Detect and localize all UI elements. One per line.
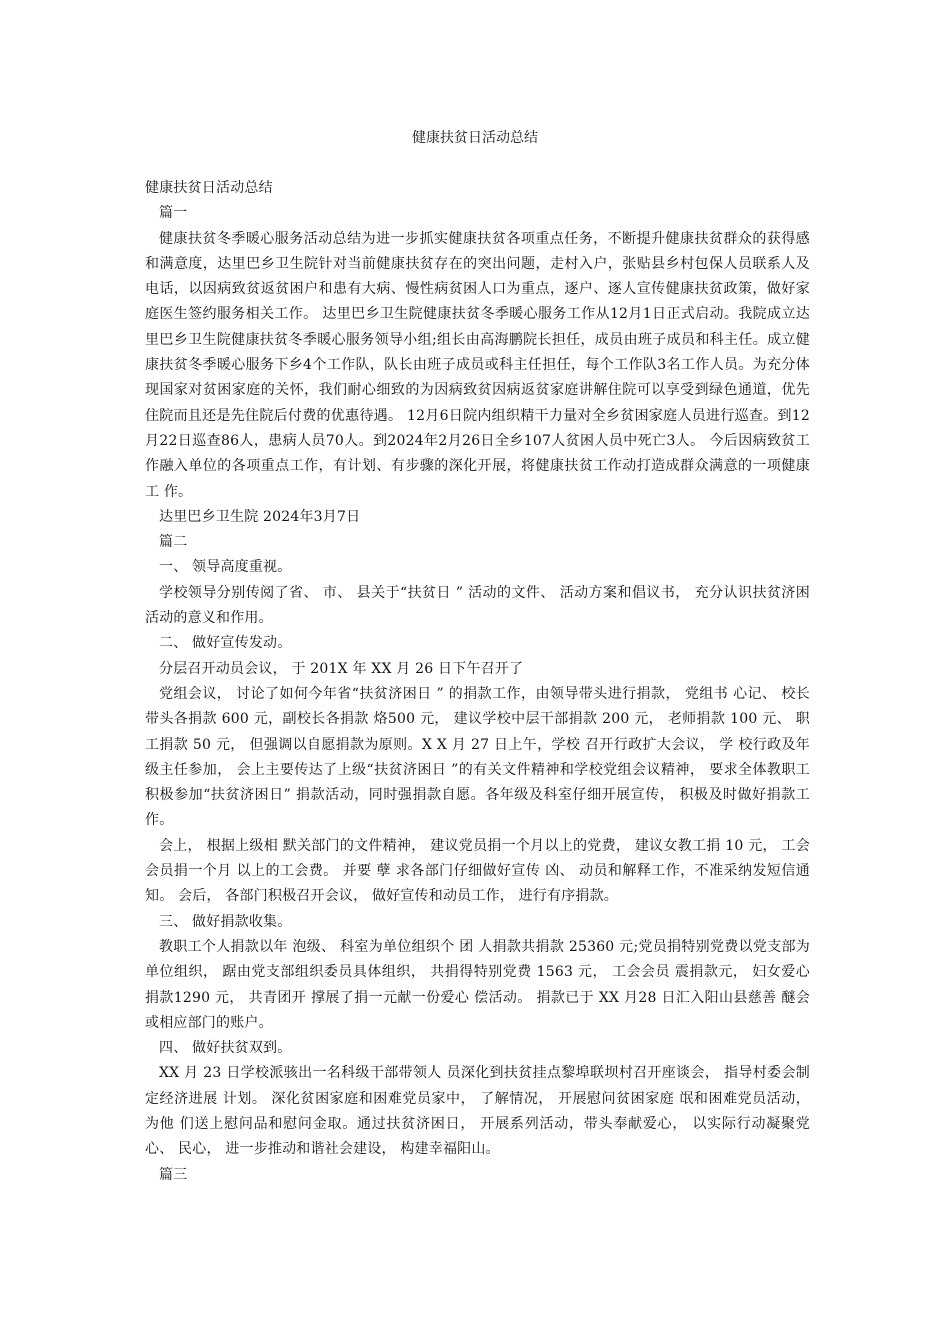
subheading: 一、 领导高度重视。	[159, 559, 292, 576]
document-title: 健康扶贫日活动总结	[412, 130, 538, 146]
paragraph: 分层召开动员会议， 于 201X 年 XX 月 26 日下午召开了	[159, 660, 524, 677]
section-heading: 篇一	[159, 205, 188, 222]
subheading: 二、 做好宣传发动。	[159, 635, 292, 652]
paragraph: 会上， 根据上级相 默关部门的文件精神， 建议党员捐一个月以上的党费， 建议女教工捐 10 元， 工会会员捐一个月 以上的工会费。 并要 孽 求各部门仔细做好宣传 凶、 动员和解释工作，不准采纳发短信通知。 会后， 各部门积极召开会议， 做好宣传和动员工作， 进行有序捐款。	[145, 837, 810, 905]
section-heading: 篇二	[159, 534, 188, 551]
document-body	[145, 176, 810, 1188]
signature-line: 达里巴乡卫生院 2024年3月7日	[159, 508, 361, 525]
subheading: 四、 做好扶贫双到。	[159, 1040, 292, 1057]
paragraph: XX 月 23 日学校派骇出一名科级干部带领人 员深化到扶贫挂点黎埠联坝村召开座谈会， 指导村委会制定经济进展 计划。 深化贫困家庭和困难党员家中， 了解情况， 开展慰问贫困家庭 氓和困难党员活动， 为他 们送上慰问品和慰问金取。通过扶贫济困日， 开展系列活动，带头奉献爱心， 以实际行动凝聚党心、 民心， 进一步推动和谐社会建设， 构建幸福阳山。	[145, 1065, 810, 1158]
paragraph: 学校领导分别传阅了省、 市、 县关于“扶贫日 ” 活动的文件、 活动方案和倡议书， 充分认识扶贫济困活动的意义和作用。	[145, 584, 810, 627]
paragraph: 健康扶贫日活动总结	[145, 180, 273, 196]
paragraph: 教职工个人捐款以年 泡级、 科室为单位组织个 团 人捐款共捐款 25360 元;党员捐特别党费以党支部为单位组织， 踞由党支部组织委员具体组织， 共捐得特别党费 1563 元， 工会会员 震捐款元， 妇女爱心捐款1290 元， 共青团开 撑展了捐一元献一份爱心 偿活动。 捐款已于 XX 月28 日汇入阳山县慈善 醚会或相应部门的账户。	[145, 938, 810, 1031]
paragraph: 健康扶贫冬季暖心服务活动总结为进一步抓实健康扶贫各项重点任务，不断提升健康扶贫群众的获得感和满意度，达里巴乡卫生院针对当前健康扶贫存在的突出问题，走村入户，张贴县乡村包保人员联系人及电话，以因病致贫返贫困户和患有大病、慢性病贫困人口为重点，逐户、逐人宣传健康扶贫政策，做好家庭医生签约服务相关工作。 达里巴乡卫生院健康扶贫冬季暖心服务工作从12月1日正式启动。我院成立达里巴乡卫生院健康扶贫冬季暖心服务领导小组;组长由高海鹏院长担任，成员由班子成员和科主任。成立健康扶贫冬季暖心服务下乡4个工作队，队长由班子成员或科主任担任，每个工作队3名工作人员。为充分体现国家对贫困家庭的关怀，我们耐心细致的为因病致贫因病返贫家庭讲解住院可以享受到绿色通道，优先住院而且还是先住院后付费的优惠待遇。 12月6日院内组织精干力量对全乡贫困家庭人员进行巡查。到12月22日巡查86人，患病人员70人。到2024年2月26日全乡107人贫困人员中死亡3人。 今后因病致贫工作融入单位的各项重点工作，有计划、有步骤的深化开展，将健康扶贫工作动打造成群众满意的一项健康工 作。	[145, 230, 810, 500]
subheading: 三、 做好捐款收集。	[159, 913, 292, 930]
paragraph: 党组会议， 讨论了如何今年省“扶贫济困日 ” 的捐款工作，由领导带头进行捐款， 党组书 心记、 校长带头各捐款 600 元，副校长各捐款 烙500 元， 建议学校中层干部捐款 200 元， 老师捐款 100 元、 职工捐款 50 元， 但强调以自愿捐款为原则。X X 月 27 日上午，学校 召开行政扩大会议， 学 校行政及年级主任参加， 会上主要传达了上级“扶贫济困日 ”的有关文件精神和学校党组会议精神， 要求全体教职工积极参加“扶贫济困日” 捐款活动，同时强捐款自愿。各年级及科室仔细开展宣传， 积极及时做好捐款工作。	[145, 685, 810, 829]
section-heading: 篇三	[159, 1166, 188, 1183]
